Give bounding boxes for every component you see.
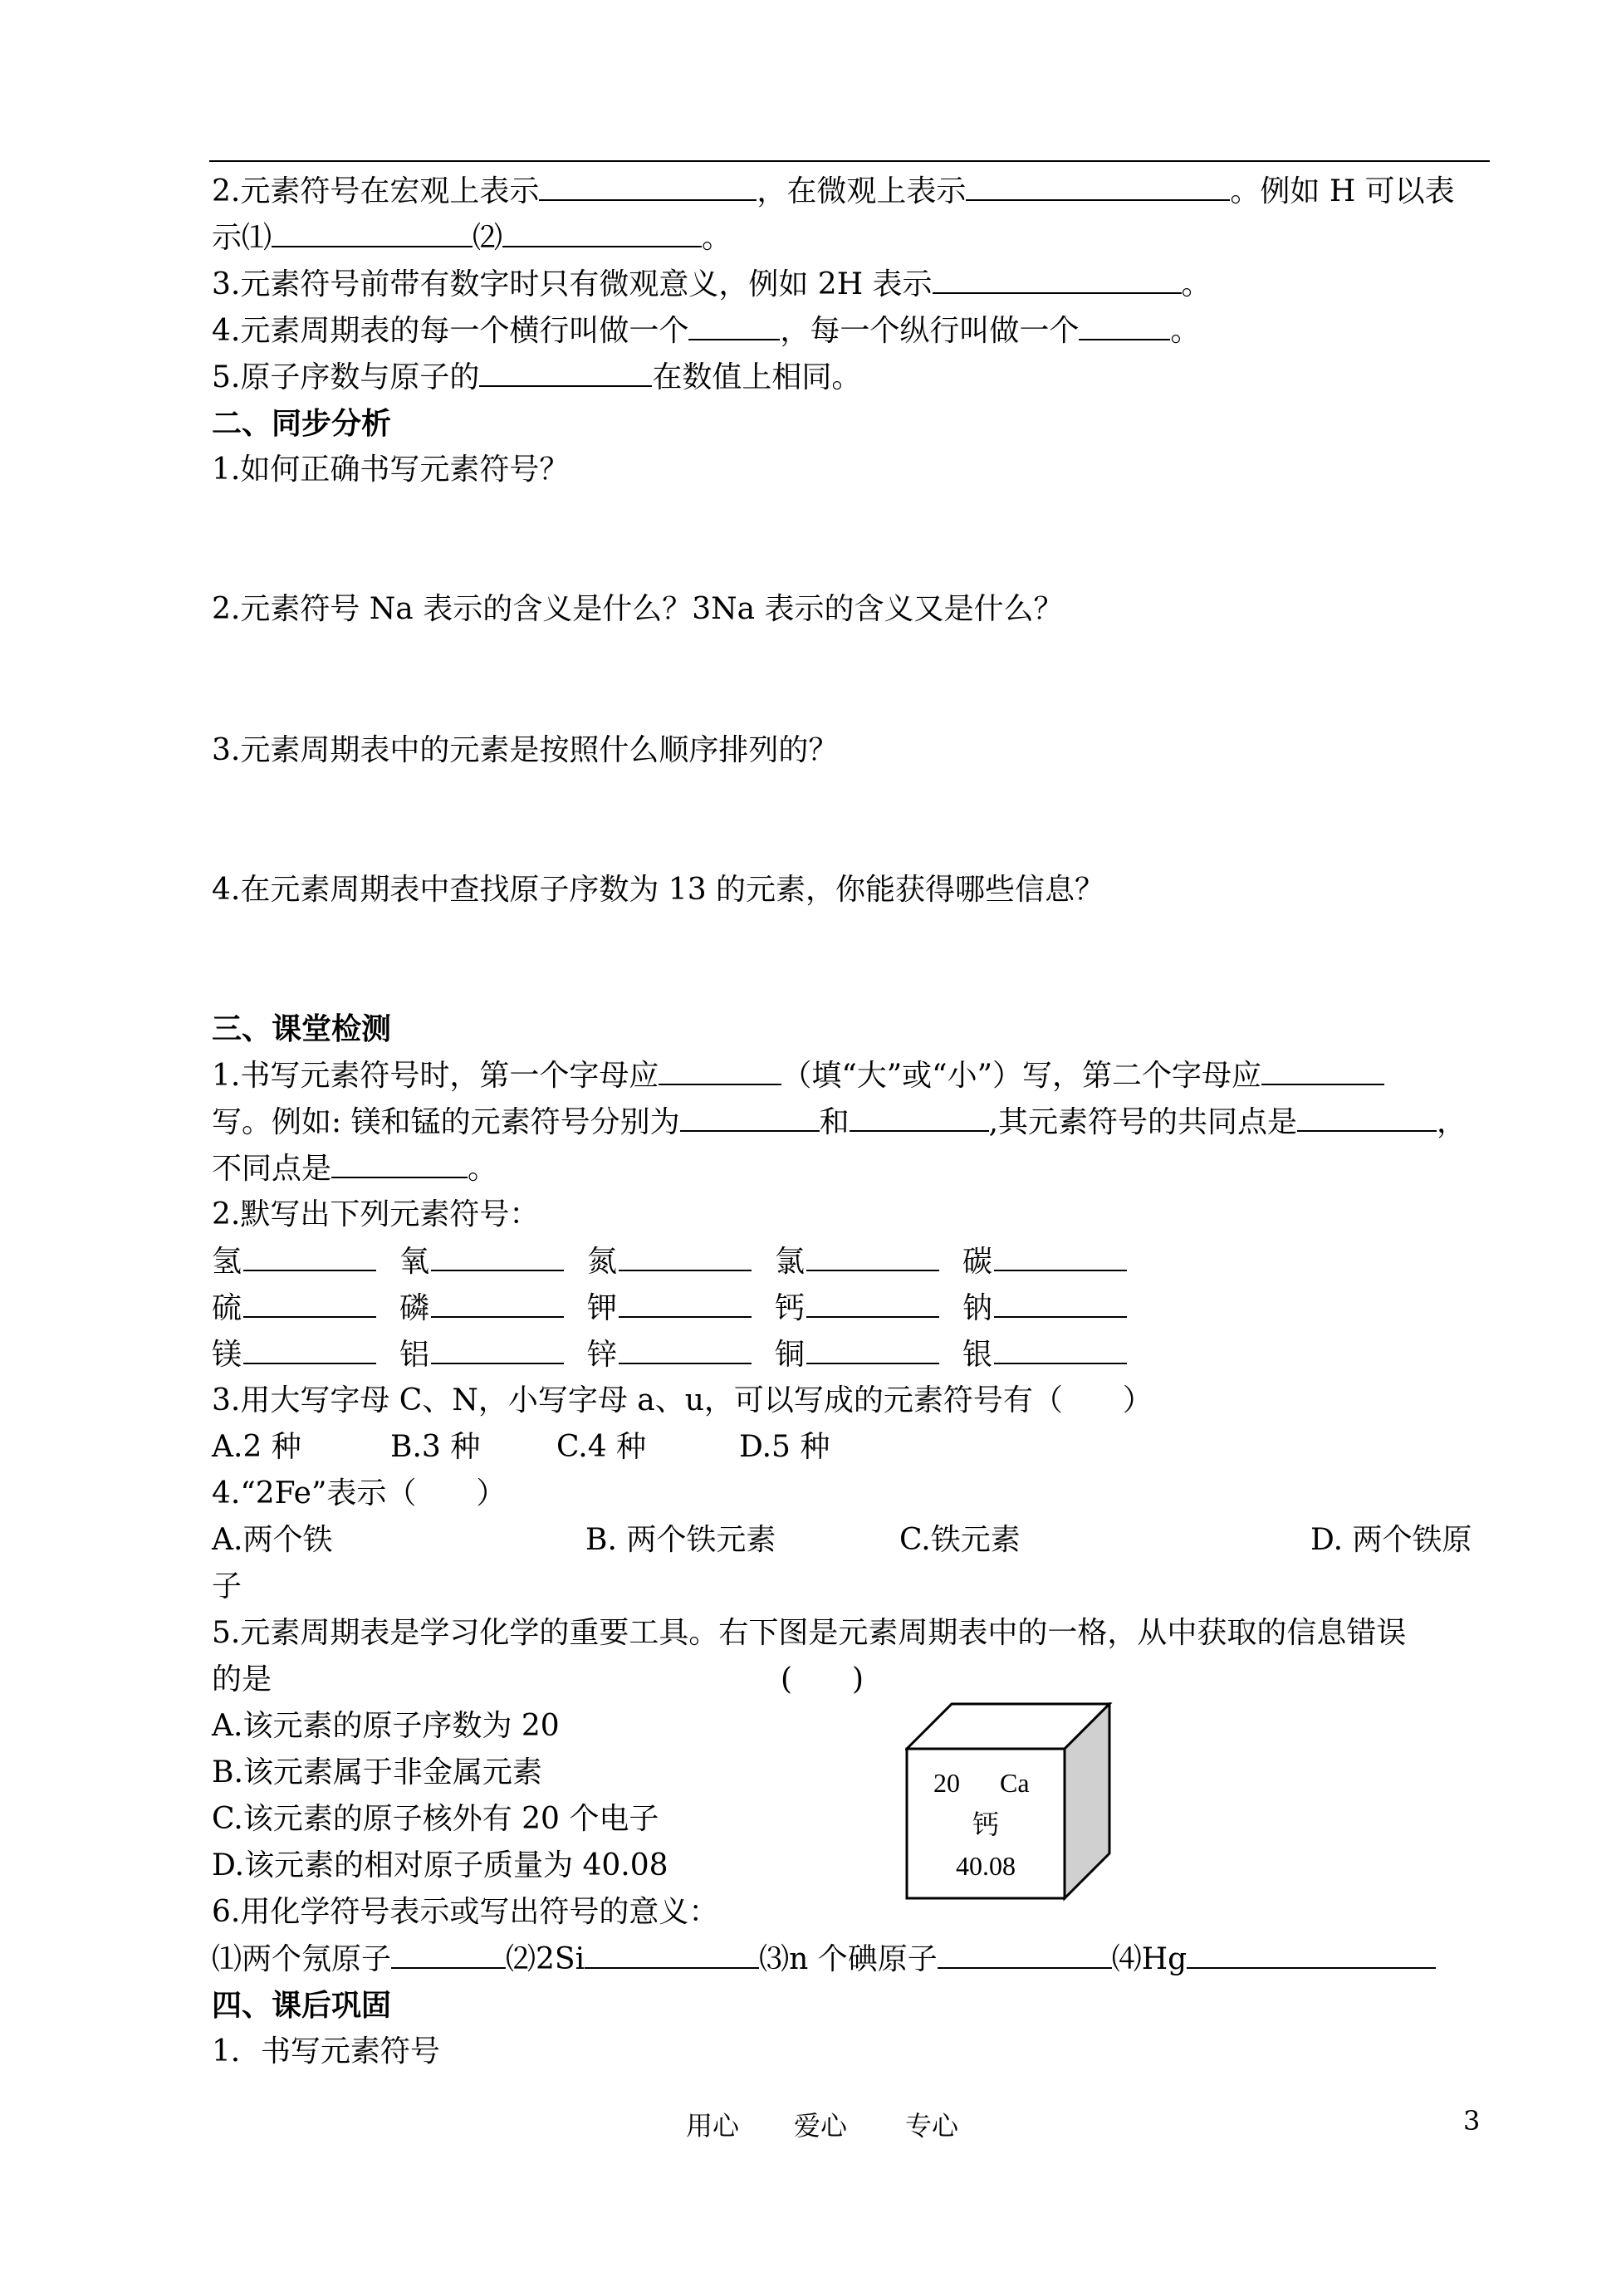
q4-option-c: C.铁元素: [899, 1523, 1021, 1557]
text: （填“大”或“小”）写，第二个字母应: [781, 1059, 1261, 1093]
answer-blank: [994, 1241, 1127, 1271]
cell-atomic-number: 20: [933, 1768, 960, 1798]
element-cell: 铝: [399, 1334, 587, 1375]
text: 写。例如: 镁和锰的元素符号分别为: [212, 1105, 680, 1139]
header-rule: [209, 160, 1490, 162]
answer-blank: [391, 1939, 506, 1969]
answer-blank: [243, 1334, 376, 1364]
answer-blank: [850, 1102, 989, 1132]
question-3-1-cont2: [212, 1148, 497, 1189]
question-3-5-cont: 的是: [212, 1662, 272, 1696]
text: 在数值上相同。: [652, 360, 862, 394]
text: ，每一个纵行叫做一个: [780, 314, 1080, 348]
text: 不同点是: [212, 1152, 332, 1186]
element-cell: 氧: [399, 1241, 587, 1282]
cell-atomic-mass: 40.08: [956, 1851, 1016, 1881]
question-1-5: [212, 357, 861, 398]
q3-option-d: D.5 种: [739, 1430, 830, 1464]
answer-blank: [619, 1241, 752, 1271]
text: 。: [702, 221, 732, 255]
footer-item: 爱心: [794, 2110, 848, 2142]
question-4-1: 1．书写元素符号: [212, 2034, 440, 2068]
question-2-3: 3.元素周期表中的元素是按照什么顺序排列的？: [212, 733, 839, 767]
answer-blank: [431, 1241, 564, 1271]
text: ⑷Hg: [1111, 1942, 1188, 1976]
element-row-1: [212, 1241, 1150, 1282]
cell-element-name: 钙: [972, 1809, 1000, 1839]
element-row-2: [212, 1288, 1150, 1329]
question-3-4: 4.“2Fe”表示（ ）: [212, 1476, 507, 1510]
text: ,其元素符号的共同点是: [988, 1105, 1298, 1139]
element-cell: 钠: [962, 1288, 1150, 1329]
answer-blank: [1297, 1102, 1437, 1132]
text: 4.元素周期表的每一个横行叫做一个: [212, 314, 689, 348]
element-cell: 钾: [587, 1288, 775, 1329]
text: ，: [1437, 1105, 1467, 1139]
text: 。例如 H 可以表: [1230, 174, 1455, 208]
question-3-3: 3.用大写字母 C、N，小写字母 a、u，可以写成的元素符号有（ ）: [212, 1383, 1153, 1417]
answer-blank: [806, 1241, 939, 1271]
text: 1.书写元素符号时，第一个字母应: [212, 1059, 659, 1093]
text: ，在微观上表示: [757, 174, 967, 208]
q4-option-b: B. 两个铁元素: [585, 1523, 776, 1557]
answer-blank: [688, 311, 780, 340]
text: 3.元素符号前带有数字时只有微观意义，例如 2H 表示: [212, 267, 933, 301]
element-row-3: [212, 1334, 1150, 1375]
answer-blank: [806, 1288, 939, 1318]
question-2-2: 2.元素符号 Na 表示的含义是什么？3Na 表示的含义又是什么？: [212, 592, 1064, 626]
q3-option-b: B.3 种: [390, 1430, 481, 1464]
footer-item: 专心: [905, 2110, 959, 2142]
answer-blank: [539, 171, 757, 201]
text: 示⑴: [212, 221, 272, 255]
cell-symbol: Ca: [1000, 1768, 1030, 1798]
element-cell: 碳: [962, 1241, 1150, 1282]
question-2-1: 1.如何正确书写元素符号？: [212, 453, 570, 487]
text: 和: [819, 1105, 850, 1139]
answer-blank: [585, 1939, 759, 1969]
q4-option-d-wrap: 子: [212, 1569, 242, 1603]
text: ⑵: [473, 221, 503, 255]
answer-blank: [479, 357, 652, 387]
periodic-cell-figure: [905, 1702, 1113, 1902]
answer-blank: [994, 1288, 1127, 1318]
question-1-4: [212, 311, 1200, 351]
question-3-2: 2.默写出下列元素符号：: [212, 1197, 540, 1231]
answer-blank: [502, 218, 702, 247]
text: 5.原子序数与原子的: [212, 360, 480, 394]
page-number: 3: [1463, 2105, 1481, 2137]
answer-blank: [1187, 1939, 1436, 1969]
q5-option-d: D.该元素的相对原子质量为 40.08: [212, 1848, 668, 1882]
element-cell: 磷: [399, 1288, 587, 1329]
answer-blank: [431, 1288, 564, 1318]
element-cell: 钙: [775, 1288, 962, 1329]
element-cell: 硫: [212, 1288, 399, 1329]
text: ⑴两个氖原子: [212, 1942, 392, 1976]
section-3-heading: 三、课堂检测: [212, 1011, 392, 1046]
answer-blank: [1079, 311, 1170, 340]
element-cell: 银: [962, 1334, 1150, 1375]
answer-blank: [680, 1102, 820, 1132]
section-4-heading: 四、课后巩固: [212, 1988, 392, 2023]
element-cell: 锌: [587, 1334, 775, 1375]
element-cell: 氮: [587, 1241, 775, 1282]
answer-blank: [619, 1334, 752, 1364]
q3-option-a: A.2 种: [212, 1430, 301, 1464]
text: 。: [468, 1152, 498, 1186]
question-3-1: [212, 1055, 1384, 1096]
q4-option-d: D. 两个铁原: [1310, 1523, 1472, 1557]
answer-blank: [994, 1334, 1127, 1364]
text: 。: [1181, 267, 1212, 301]
element-cell: 铜: [775, 1334, 962, 1375]
answer-blank: [243, 1241, 376, 1271]
question-1-2-cont: [212, 218, 732, 258]
question-3-6: 6.用化学符号表示或写出符号的意义：: [212, 1895, 719, 1929]
question-3-5: 5.元素周期表是学习化学的重要工具。右下图是元素周期表中的一格，从中获取的信息错误: [212, 1616, 1407, 1650]
answer-blank: [1261, 1055, 1384, 1085]
q5-option-b: B.该元素属于非金属元素: [212, 1755, 542, 1789]
footer-item: 用心: [686, 2110, 740, 2142]
text: ⑶n 个碘原子: [759, 1942, 938, 1976]
answer-blank: [272, 218, 473, 247]
answer-blank: [659, 1055, 781, 1085]
answer-blank: [933, 264, 1182, 294]
text: ⑵2Si: [506, 1942, 585, 1976]
question-1-3: [212, 264, 1212, 305]
answer-blank: [619, 1288, 752, 1318]
q3-option-c: C.4 种: [556, 1430, 647, 1464]
element-cell: 镁: [212, 1334, 399, 1375]
q4-option-a: A.两个铁: [212, 1523, 333, 1557]
answer-blank: [938, 1939, 1112, 1969]
element-cell: 氢: [212, 1241, 399, 1282]
answer-blank: [431, 1334, 564, 1364]
section-2-heading: 二、同步分析: [212, 406, 392, 441]
element-cell: 氯: [775, 1241, 962, 1282]
question-3-6-items: [212, 1939, 1436, 1980]
question-1-2: [212, 171, 1455, 212]
answer-blank: [966, 171, 1230, 201]
question-3-1-cont: [212, 1102, 1467, 1143]
answer-blank: [243, 1288, 376, 1318]
answer-paren: ( ): [781, 1662, 864, 1696]
answer-blank: [331, 1148, 468, 1178]
text: 2.元素符号在宏观上表示: [212, 174, 540, 208]
text: 。: [1170, 314, 1201, 348]
question-2-4: 4.在元素周期表中查找原子序数为 13 的元素，你能获得哪些信息？: [212, 873, 1105, 907]
q5-option-a: A.该元素的原子序数为 20: [212, 1709, 560, 1743]
q5-option-c: C.该元素的原子核外有 20 个电子: [212, 1802, 659, 1836]
answer-blank: [806, 1334, 939, 1364]
